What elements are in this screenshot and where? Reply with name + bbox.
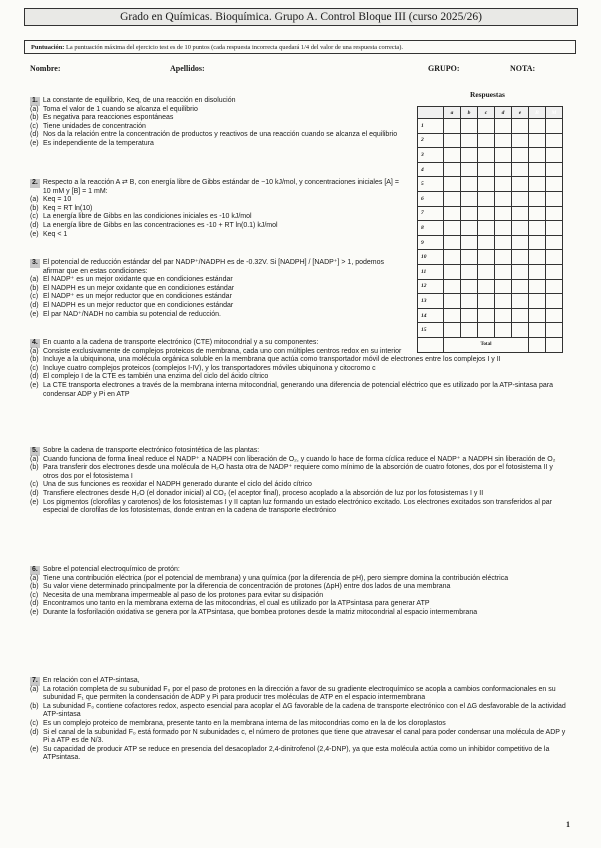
answer-cell[interactable] xyxy=(495,308,512,323)
option-text: La energía libre de Gibbs en las condiciones iniciales es -10 kJ/mol xyxy=(43,213,252,221)
answer-cell[interactable] xyxy=(478,119,495,134)
answer-col-header: a xyxy=(444,107,461,119)
answer-cell[interactable] xyxy=(495,250,512,265)
question-option xyxy=(30,276,402,285)
question-option xyxy=(30,729,570,746)
option-letter: (a) xyxy=(30,196,39,204)
question-text: Sobre la cadena de transporte electrónico fotosintética de las plantas: xyxy=(42,447,260,454)
answer-row xyxy=(418,119,563,134)
answer-grid-header xyxy=(418,107,563,119)
surname-field-label: Apellidos: xyxy=(170,64,205,73)
answer-cell[interactable] xyxy=(495,133,512,148)
question-3 xyxy=(30,259,402,319)
answer-row xyxy=(418,191,563,206)
name-field-label: Nombre: xyxy=(30,64,61,73)
answer-cell[interactable] xyxy=(444,221,461,236)
answer-row-number: 6 xyxy=(418,191,444,206)
question-option xyxy=(30,499,570,516)
question-text: En cuanto a la cadena de transporte electrónico (CTE) mitocondrial y a su componentes: xyxy=(42,339,319,346)
question-number: 6. xyxy=(32,566,38,573)
answer-col-header: B xyxy=(528,107,545,119)
answer-cell[interactable] xyxy=(511,191,528,206)
answer-cell[interactable] xyxy=(545,279,562,294)
question-option xyxy=(30,600,570,609)
answer-cell[interactable] xyxy=(444,250,461,265)
option-letter: (c) xyxy=(30,481,39,489)
option-text: Es independiente de la temperatura xyxy=(43,139,154,147)
question-option xyxy=(30,131,410,140)
option-text: El NADP⁺ es un mejor reductor que en condiciones estándar xyxy=(43,293,232,301)
answer-cell[interactable] xyxy=(495,191,512,206)
option-text: La rotación completa de su subunidad F₀ por el paso de protones en la dirección a favor de su gradiente electroquímico se acopla a cambios conformacionales en su subunidad F₁ que permiten la condensación de ADP y Pi para producir tres moléculas de ATP en el espacio intermembrana xyxy=(43,685,556,702)
option-text: Consiste exclusivamente de complejos proteicos de membrana, cada uno con múltiples centros redox en su interior xyxy=(43,347,402,355)
answer-row-number: 14 xyxy=(418,308,444,323)
answer-col-header: e xyxy=(511,107,528,119)
question-text: Respecto a la reacción A ⇄ B, con energía libre de Gibbs estándar de −10 kJ/mol, y concentraciones iniciales [A] = 10 mM y [B] = 1 mM: xyxy=(42,179,399,195)
exam-title: Grado en Químicas. Bioquímica. Grupo A. Control Bloque III (curso 2025/26) xyxy=(24,8,578,26)
answer-cell[interactable] xyxy=(511,162,528,177)
answer-cell[interactable] xyxy=(528,235,545,250)
option-text: El NADPH es un mejor oxidante que en condiciones estándar xyxy=(43,284,235,292)
option-letter: (b) xyxy=(30,464,39,472)
answer-cell[interactable] xyxy=(545,294,562,309)
answer-row xyxy=(418,221,563,236)
answer-cell[interactable] xyxy=(528,279,545,294)
answer-row-number: 10 xyxy=(418,250,444,265)
answer-cell[interactable] xyxy=(528,308,545,323)
answer-cell[interactable] xyxy=(495,221,512,236)
answer-col-header: c xyxy=(478,107,495,119)
answer-cell[interactable] xyxy=(495,177,512,192)
answer-cell[interactable] xyxy=(511,148,528,163)
option-letter: (d) xyxy=(30,301,39,309)
option-letter: (b) xyxy=(30,356,39,364)
answer-col-header: M xyxy=(545,107,562,119)
option-text: Necesita de una membrana impermeable al paso de los protones para evitar su disipación xyxy=(43,591,324,599)
answer-row-number: 12 xyxy=(418,279,444,294)
question-option xyxy=(30,348,570,357)
option-letter: (b) xyxy=(30,284,39,292)
answer-cell[interactable] xyxy=(511,294,528,309)
answer-cell[interactable] xyxy=(528,206,545,221)
question-option xyxy=(30,114,410,123)
answer-cell[interactable] xyxy=(461,119,478,134)
answer-row-number: 13 xyxy=(418,294,444,309)
answer-cell[interactable] xyxy=(478,133,495,148)
option-letter: (c) xyxy=(30,364,39,372)
question-stem xyxy=(30,677,570,686)
option-text: Tiene unidades de concentración xyxy=(43,122,146,130)
answer-grid-corner xyxy=(418,107,444,119)
answer-row-number: 2 xyxy=(418,133,444,148)
answer-cell[interactable] xyxy=(511,206,528,221)
answer-row-number: 8 xyxy=(418,221,444,236)
answer-cell[interactable] xyxy=(478,235,495,250)
answer-row xyxy=(418,177,563,192)
option-text: Incluye cuatro complejos proteicos (complejos I-IV), y los transportadores móviles ubiquinona y citocromo c xyxy=(43,364,376,372)
answer-cell[interactable] xyxy=(545,206,562,221)
option-letter: (a) xyxy=(30,574,39,582)
answer-cell[interactable] xyxy=(511,133,528,148)
question-stem xyxy=(30,259,402,276)
answer-cell[interactable] xyxy=(478,221,495,236)
answer-cell[interactable] xyxy=(444,264,461,279)
question-5 xyxy=(30,447,570,516)
answer-cell[interactable] xyxy=(511,250,528,265)
option-letter: (e) xyxy=(30,498,39,506)
answer-cell[interactable] xyxy=(461,323,478,338)
answer-cell[interactable] xyxy=(528,191,545,206)
question-option xyxy=(30,720,570,729)
question-option xyxy=(30,746,570,763)
question-option xyxy=(30,302,402,311)
question-option xyxy=(30,583,570,592)
question-option xyxy=(30,231,408,240)
question-number: 4. xyxy=(32,339,38,346)
option-letter: (b) xyxy=(30,702,39,710)
answer-row xyxy=(418,133,563,148)
question-option xyxy=(30,490,570,499)
answer-cell[interactable] xyxy=(461,235,478,250)
option-text: Su valor viene determinado principalmente por la diferencia de concentración de protones (ΔpH) entre dos lados de una membrana xyxy=(43,583,451,591)
answer-col-header: d xyxy=(495,107,512,119)
question-option xyxy=(30,456,570,465)
answer-cell[interactable] xyxy=(528,323,545,338)
answer-cell[interactable] xyxy=(461,133,478,148)
question-text: El potencial de reducción estándar del par NADP⁺/NADPH es de -0.32V. Si [NADPH] / [NADP⁺] > 1, podemos afirmar que en estas condiciones: xyxy=(42,259,385,275)
question-4 xyxy=(30,339,570,399)
option-text: Tiene una contribución eléctrica (por el potencial de membrana) y una química (por la diferencia de pH), pero siempre domina la contribución eléctrica xyxy=(43,574,509,582)
option-text: Keq < 1 xyxy=(43,230,68,238)
page-number: 1 xyxy=(566,820,570,829)
option-text: Keq = 10 xyxy=(43,196,72,204)
answer-cell[interactable] xyxy=(461,148,478,163)
answer-row xyxy=(418,264,563,279)
question-option xyxy=(30,686,570,703)
answer-cell[interactable] xyxy=(461,221,478,236)
answer-cell[interactable] xyxy=(444,177,461,192)
question-option xyxy=(30,205,408,214)
answer-cell[interactable] xyxy=(444,308,461,323)
answer-cell[interactable] xyxy=(495,235,512,250)
question-option xyxy=(30,356,570,365)
option-letter: (c) xyxy=(30,591,39,599)
answer-cell[interactable] xyxy=(528,133,545,148)
option-letter: (d) xyxy=(30,489,39,497)
question-option xyxy=(30,365,570,374)
option-text: Nos da la relación entre la concentración de productos y reactivos de una reacción cuando se alcanza el equilibrio xyxy=(43,131,398,139)
option-letter: (d) xyxy=(30,131,39,139)
question-option xyxy=(30,106,410,115)
answer-cell[interactable] xyxy=(478,162,495,177)
question-option xyxy=(30,382,570,399)
question-stem xyxy=(30,97,410,106)
answer-cell[interactable] xyxy=(495,323,512,338)
answer-cell[interactable] xyxy=(495,148,512,163)
grade-field-label: NOTA: xyxy=(510,64,536,73)
question-1 xyxy=(30,97,410,149)
answer-row-number: 11 xyxy=(418,264,444,279)
option-text: Los pigmentos (clorofilas y carotenos) de los fotosistemas I y II captan luz formando un estado electrónico excitado. Los electrones excitados son transferidos al par especial de clorofilas de los fotosistemas, donde entran en la cadena de transporte electrónico xyxy=(43,498,552,515)
answer-cell[interactable] xyxy=(545,162,562,177)
option-letter: (c) xyxy=(30,122,39,130)
answer-cell[interactable] xyxy=(495,206,512,221)
option-text: Toma el valor de 1 cuando se alcanza el equilibrio xyxy=(43,105,198,113)
answer-cell[interactable] xyxy=(528,221,545,236)
answer-cell[interactable] xyxy=(528,148,545,163)
score-text: La puntuación máxima del ejercicio test es de 10 puntos (cada respuesta incorrecta quedará 1/4 del valor de una respuesta correcta). xyxy=(66,44,403,51)
question-number: 5. xyxy=(32,447,38,454)
answer-row xyxy=(418,235,563,250)
answer-cell[interactable] xyxy=(511,264,528,279)
answer-cell[interactable] xyxy=(478,206,495,221)
group-field-label: GRUPO: xyxy=(428,64,460,73)
answer-cell[interactable] xyxy=(545,148,562,163)
answer-cell[interactable] xyxy=(545,133,562,148)
answer-cell[interactable] xyxy=(528,162,545,177)
answer-cell[interactable] xyxy=(461,264,478,279)
option-text: El complejo I de la CTE es también una enzima del ciclo del ácido cítrico xyxy=(43,373,269,381)
option-letter: (c) xyxy=(30,719,39,727)
option-letter: (a) xyxy=(30,347,39,355)
answer-cell[interactable] xyxy=(495,279,512,294)
option-letter: (d) xyxy=(30,221,39,229)
option-letter: (e) xyxy=(30,381,39,389)
answer-cell[interactable] xyxy=(461,177,478,192)
answer-cell[interactable] xyxy=(461,162,478,177)
answer-cell[interactable] xyxy=(511,235,528,250)
answer-row xyxy=(418,148,563,163)
question-stem xyxy=(30,179,408,196)
option-text: El par NAD⁺/NADH no cambia su potencial de reducción. xyxy=(43,310,222,318)
answer-cell[interactable] xyxy=(444,191,461,206)
answers-title: Respuestas xyxy=(470,90,505,99)
answer-row-number: 7 xyxy=(418,206,444,221)
answer-cell[interactable] xyxy=(545,264,562,279)
option-letter: (b) xyxy=(30,114,39,122)
option-letter: (d) xyxy=(30,728,39,736)
question-stem xyxy=(30,339,570,348)
option-text: Es negativa para reacciones espontáneas xyxy=(43,114,174,122)
question-7 xyxy=(30,677,570,763)
question-text: La constante de equilibrio, Keq, de una reacción en disolución xyxy=(42,97,236,104)
answer-cell[interactable] xyxy=(478,148,495,163)
option-text: Una de sus funciones es reoxidar el NADPH generado durante el ciclo del ácido cítrico xyxy=(43,481,312,489)
question-text: Sobre el potencial electroquímico de protón: xyxy=(42,566,180,573)
answer-cell[interactable] xyxy=(444,235,461,250)
answer-cell[interactable] xyxy=(511,221,528,236)
question-option xyxy=(30,311,402,320)
answer-cell[interactable] xyxy=(444,119,461,134)
score-note xyxy=(24,40,576,54)
question-option xyxy=(30,481,570,490)
answer-cell[interactable] xyxy=(461,191,478,206)
question-stem xyxy=(30,447,570,456)
answer-row-number: 5 xyxy=(418,177,444,192)
option-text: Keq = RT ln(10) xyxy=(43,204,93,212)
answer-cell[interactable] xyxy=(444,162,461,177)
answer-cell[interactable] xyxy=(495,119,512,134)
option-letter: (b) xyxy=(30,204,39,212)
answer-total-label: Total xyxy=(444,337,529,352)
answer-cell[interactable] xyxy=(444,279,461,294)
answer-cell[interactable] xyxy=(511,119,528,134)
score-label: Puntuación: xyxy=(31,44,65,51)
answer-row-number: 4 xyxy=(418,162,444,177)
answer-cell[interactable] xyxy=(545,191,562,206)
option-text: Cuando funciona de forma lineal reduce el NADP⁺ a NADPH con liberación de O₂, y cuando lo hace de forma cíclica reduce el NADP⁺ a NADPH sin liberación de O₂ xyxy=(43,455,556,463)
question-number: 3. xyxy=(32,259,38,266)
option-letter: (d) xyxy=(30,600,39,608)
option-text: Encontramos uno tanto en la membrana externa de las mitocondrias, el cual es utilizado por la ATPsintasa para generar ATP xyxy=(43,600,430,608)
answer-cell[interactable] xyxy=(545,221,562,236)
answer-cell[interactable] xyxy=(478,264,495,279)
option-text: La CTE transporta electrones a través de la membrana interna mitocondrial, generando una diferencia de potencial eléctrico que es utilizado por la ATP-sintasa para condensar ADP y Pi en ATP xyxy=(43,381,553,398)
answer-cell[interactable] xyxy=(511,323,528,338)
question-option xyxy=(30,373,570,382)
answer-cell[interactable] xyxy=(444,133,461,148)
answer-cell[interactable] xyxy=(461,279,478,294)
question-option xyxy=(30,196,408,205)
question-option xyxy=(30,222,408,231)
question-2 xyxy=(30,179,408,239)
answer-cell[interactable] xyxy=(511,308,528,323)
answer-cell[interactable] xyxy=(444,323,461,338)
question-option xyxy=(30,140,410,149)
answer-cell[interactable] xyxy=(495,162,512,177)
answer-cell[interactable] xyxy=(545,308,562,323)
option-text: El NADPH es un mejor reductor que en condiciones estándar xyxy=(43,301,234,309)
answer-row-number: 3 xyxy=(418,148,444,163)
question-stem xyxy=(30,566,570,575)
option-text: El NADP⁺ es un mejor oxidante que en condiciones estándar xyxy=(43,276,233,284)
answer-cell[interactable] xyxy=(461,206,478,221)
answer-cell[interactable] xyxy=(495,264,512,279)
answer-cell[interactable] xyxy=(545,119,562,134)
answer-cell[interactable] xyxy=(528,294,545,309)
option-text: La energía libre de Gibbs en las concentraciones es -10 + RT ln(0.1) kJ/mol xyxy=(43,221,278,229)
question-option xyxy=(30,703,570,720)
answer-cell[interactable] xyxy=(461,308,478,323)
answer-row xyxy=(418,250,563,265)
answer-row-number: 15 xyxy=(418,323,444,338)
answer-row xyxy=(418,279,563,294)
answer-cell[interactable] xyxy=(478,250,495,265)
answer-cell[interactable] xyxy=(528,264,545,279)
question-number: 2. xyxy=(32,179,38,186)
answer-cell[interactable] xyxy=(461,250,478,265)
answer-cell[interactable] xyxy=(478,279,495,294)
answer-row xyxy=(418,162,563,177)
option-letter: (c) xyxy=(30,213,39,221)
answer-cell[interactable] xyxy=(495,294,512,309)
answer-cell[interactable] xyxy=(545,235,562,250)
answer-cell[interactable] xyxy=(461,294,478,309)
answer-cell[interactable] xyxy=(478,191,495,206)
answer-cell[interactable] xyxy=(511,177,528,192)
option-text: Su capacidad de producir ATP se reduce en presencia del desacoplador 2,4-dinitrofenol (2,4-DNP), ya que esta molécula actúa como un inhibidor competitivo de la ATPsintasa. xyxy=(43,745,550,762)
option-letter: (e) xyxy=(30,310,39,318)
answer-cell[interactable] xyxy=(545,177,562,192)
answer-cell[interactable] xyxy=(528,177,545,192)
question-option xyxy=(30,285,402,294)
answer-row xyxy=(418,206,563,221)
question-option xyxy=(30,123,410,132)
option-letter: (c) xyxy=(30,293,39,301)
answer-grid xyxy=(417,106,563,353)
option-text: Durante la fosforilación oxidativa se genera por la ATPsintasa, que bombea protones desde la matriz mitocondrial al espacio intermembrana xyxy=(43,608,478,616)
answer-col-header: b xyxy=(461,107,478,119)
option-letter: (e) xyxy=(30,745,39,753)
question-number: 7. xyxy=(32,677,38,684)
answer-cell[interactable] xyxy=(528,250,545,265)
question-text: En relación con el ATP-sintasa, xyxy=(42,677,140,684)
option-letter: (a) xyxy=(30,105,39,113)
answer-cell[interactable] xyxy=(545,323,562,338)
answer-row-number: 9 xyxy=(418,235,444,250)
answer-row-number: 1 xyxy=(418,119,444,134)
question-6 xyxy=(30,566,570,618)
option-letter: (e) xyxy=(30,139,39,147)
question-option xyxy=(30,609,570,618)
option-text: Es un complejo proteico de membrana, presente tanto en la membrana interna de las mitocondrias como en la de los cloroplastos xyxy=(43,719,446,727)
answer-cell[interactable] xyxy=(478,294,495,309)
option-text: Si el canal de la subunidad F₀ está formado por N subunidades c, el número de protones que tiene que atravesar el canal para poder condensar una molécula de ADP y Pi a ATP es de N/3. xyxy=(43,728,566,745)
question-number: 1. xyxy=(32,97,38,104)
answer-cell[interactable] xyxy=(444,294,461,309)
option-letter: (e) xyxy=(30,230,39,238)
answer-cell[interactable] xyxy=(444,148,461,163)
question-option xyxy=(30,213,408,222)
option-letter: (d) xyxy=(30,373,39,381)
option-text: Transfiere electrones desde H₂O (el donador inicial) al CO₂ (el aceptor final), proceso acoplado a la absorción de luz por los fotosistemas I y II xyxy=(43,489,484,497)
option-letter: (a) xyxy=(30,276,39,284)
option-letter: (e) xyxy=(30,608,39,616)
answer-cell[interactable] xyxy=(511,279,528,294)
question-option xyxy=(30,575,570,584)
option-text: La subunidad F₀ contiene cofactores redox, aspecto esencial para acoplar el ΔG favorable de la cadena de transporte electrónico con el ΔG desfavorable de la actividad ATP-sintasa xyxy=(43,702,566,719)
answer-cell[interactable] xyxy=(545,250,562,265)
answer-row xyxy=(418,308,563,323)
option-letter: (a) xyxy=(30,455,39,463)
answer-cell[interactable] xyxy=(478,308,495,323)
answer-row xyxy=(418,323,563,338)
question-option xyxy=(30,592,570,601)
option-letter: (a) xyxy=(30,685,39,693)
option-text: Incluye a la ubiquinona, una molécula orgánica soluble en la membrana que actúa como transportador móvil de electrones entre los complejos I y II xyxy=(43,356,501,364)
option-text: Para transferir dos electrones desde una molécula de H₂O hasta otra de NADP⁺ requiere como mínimo de la absorción de cuatro fotones, dos por el fotosistema II y otros dos por el fotosistema I xyxy=(43,464,553,480)
question-option xyxy=(30,293,402,302)
option-letter: (b) xyxy=(30,583,39,591)
answer-cell[interactable] xyxy=(478,177,495,192)
answer-cell[interactable] xyxy=(478,323,495,338)
answer-row xyxy=(418,294,563,309)
answer-cell[interactable] xyxy=(444,206,461,221)
answer-cell[interactable] xyxy=(528,119,545,134)
question-option xyxy=(30,464,570,481)
